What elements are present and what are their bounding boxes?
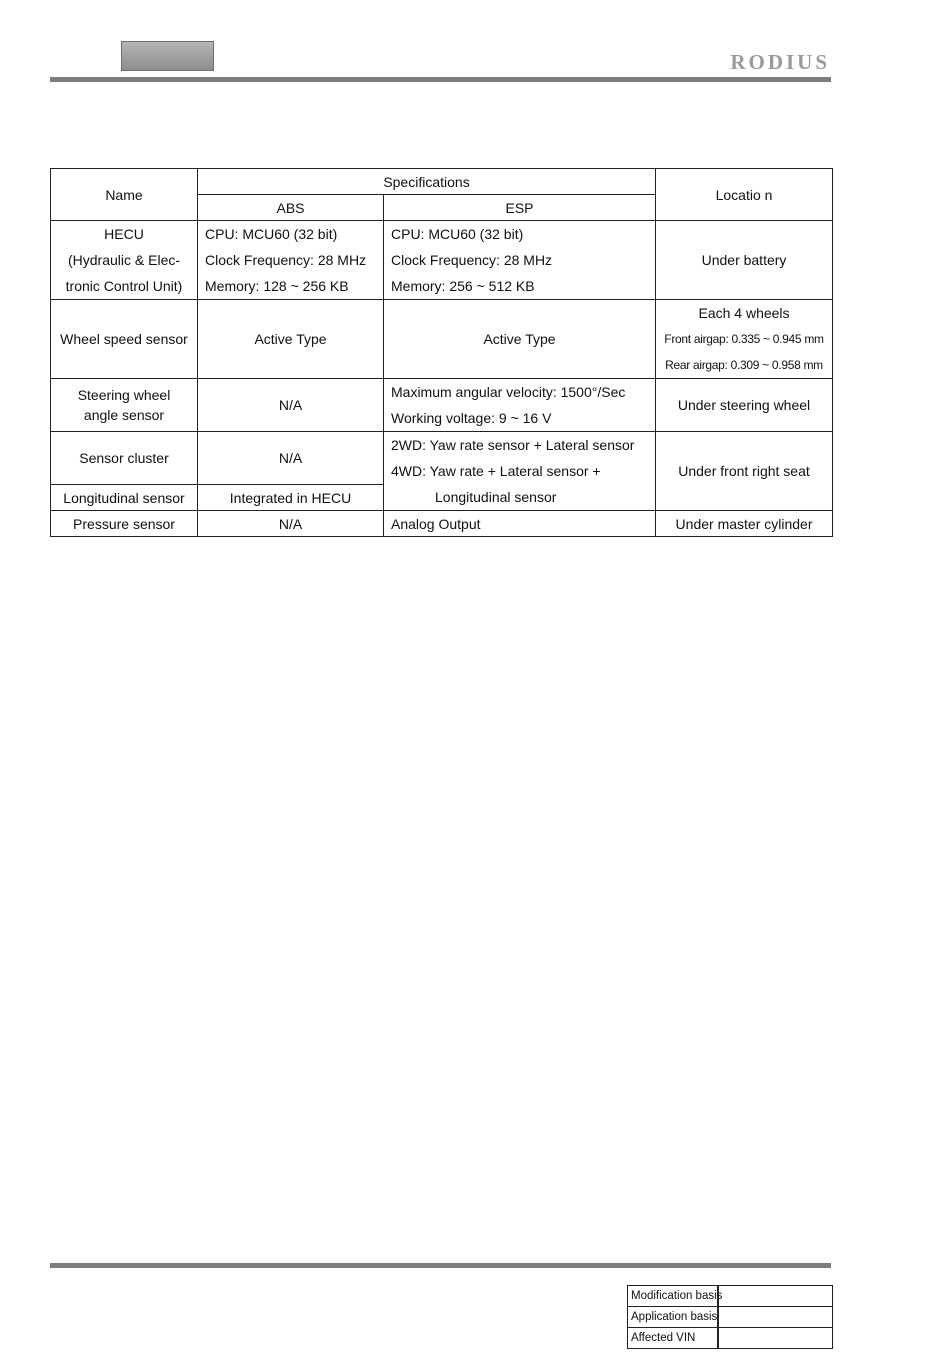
steering-name: Steering wheel angle sensor xyxy=(51,379,198,432)
sensor-cluster-name: Sensor cluster xyxy=(51,432,198,485)
modification-box xyxy=(627,1285,833,1349)
hecu-name: HECU (Hydraulic & Elec- tronic Control Unit) xyxy=(51,221,198,300)
brand-logo: RODIUS xyxy=(730,50,830,74)
steering-location: Under steering wheel xyxy=(656,379,833,432)
header-esp: ESP xyxy=(384,195,656,221)
spec-table xyxy=(50,168,833,537)
affected-vin-value xyxy=(718,1328,833,1349)
affected-vin-label: Affected VIN xyxy=(628,1328,718,1349)
header-specifications: Specifications xyxy=(198,169,656,195)
hecu-abs: CPU: MCU60 (32 bit) Clock Frequency: 28 MHz Memory: 128 ~ 256 KB xyxy=(198,221,384,300)
header-rule xyxy=(50,77,831,82)
footer-rule xyxy=(50,1263,831,1268)
header-location: Locatio n xyxy=(656,169,833,221)
table-row-pressure xyxy=(51,511,833,537)
pressure-abs: N/A xyxy=(198,511,384,537)
chapter-tab xyxy=(121,41,214,71)
header-name: Name xyxy=(51,169,198,221)
wheel-speed-name: Wheel speed sensor xyxy=(51,300,198,379)
pressure-name: Pressure sensor xyxy=(51,511,198,537)
table-row-steering xyxy=(51,379,833,432)
hecu-esp: CPU: MCU60 (32 bit) Clock Frequency: 28 MHz Memory: 256 ~ 512 KB xyxy=(384,221,656,300)
steering-esp: Maximum angular velocity: 1500°/Sec Working voltage: 9 ~ 16 V xyxy=(384,379,656,432)
longitudinal-name: Longitudinal sensor xyxy=(51,485,198,511)
sensor-cluster-location: Under front right seat xyxy=(656,432,833,511)
table-row-wheel-speed xyxy=(51,300,833,379)
table-row-hecu xyxy=(51,221,833,300)
modification-basis-value xyxy=(718,1286,833,1307)
wheel-speed-esp: Active Type xyxy=(384,300,656,379)
header-abs: ABS xyxy=(198,195,384,221)
pressure-location: Under master cylinder xyxy=(656,511,833,537)
sensor-cluster-esp: 2WD: Yaw rate sensor + Lateral sensor 4WD: Yaw rate + Lateral sensor + Longitudinal sensor xyxy=(384,432,656,511)
application-basis-label: Application basis xyxy=(628,1307,718,1328)
hecu-location: Under battery xyxy=(656,221,833,300)
steering-abs: N/A xyxy=(198,379,384,432)
sensor-cluster-abs: N/A xyxy=(198,432,384,485)
wheel-speed-abs: Active Type xyxy=(198,300,384,379)
longitudinal-abs: Integrated in HECU xyxy=(198,485,384,511)
modification-basis-label: Modification basis xyxy=(628,1286,718,1307)
application-basis-value xyxy=(718,1307,833,1328)
table-row-sensor-cluster xyxy=(51,432,833,485)
wheel-speed-location: Each 4 wheels Front airgap: 0.335 ~ 0.945 mm Rear airgap: 0.309 ~ 0.958 mm xyxy=(656,300,833,379)
pressure-esp: Analog Output xyxy=(384,511,656,537)
